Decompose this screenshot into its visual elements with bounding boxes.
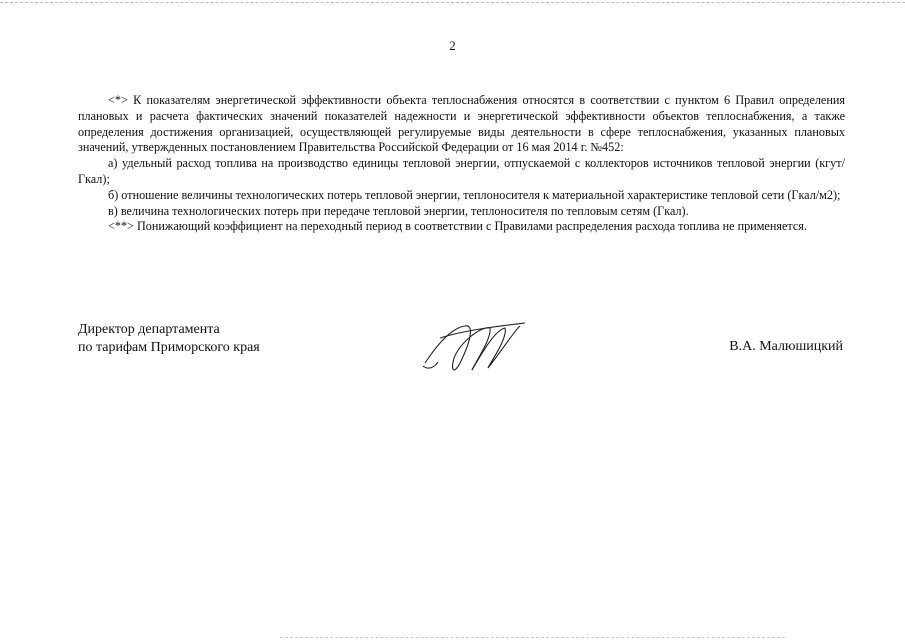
item-a: а) удельный расход топлива на производство единицы тепловой энергии, отпускаемой с коллекторов источников тепловой энергии (кгут/Гкал);: [78, 156, 845, 186]
footnotes: [78, 93, 845, 235]
item-b: б) отношение величины технологических потерь тепловой энергии, теплоносителя к материальной характеристике тепловой сети (Гкал/м2);: [108, 187, 841, 202]
footnote-coefficient: <**> Понижающий коэффициент на переходный период в соответствии с Правилами распределения расхода топлива не применяется.: [108, 219, 807, 234]
page-number: 2: [449, 38, 456, 53]
handwritten-signature: [420, 318, 530, 378]
item-c: в) величина технологических потерь при передаче тепловой энергии, теплоносителя по тепловым сетям (Гкал).: [108, 203, 689, 218]
signatory-name: В.А. Малюшицкий: [729, 339, 843, 354]
position-line-1: Директор департамента: [78, 322, 220, 337]
footnote-energy-efficiency: <*> К показателям энергетической эффективности объекта теплоснабжения относятся в соответствии с пунктом 6 Правил определения плановых и расчета фактических значений показателей надежности и энергетической эффективности объектов теплоснабжения, а также определения достижения организацией, осуществляющей регулируемые виды деятельности в сфере теплоснабжения, указанных плановых значений, утвержденных постановлением Правительства Российской Федерации от 16 мая 2014 г. №452:: [78, 93, 845, 155]
position-line-2: по тарифам Приморского края: [78, 340, 260, 355]
scan-edge-top: [0, 2, 905, 3]
scan-edge-bottom: [280, 637, 785, 638]
signatory-position: [78, 321, 260, 357]
